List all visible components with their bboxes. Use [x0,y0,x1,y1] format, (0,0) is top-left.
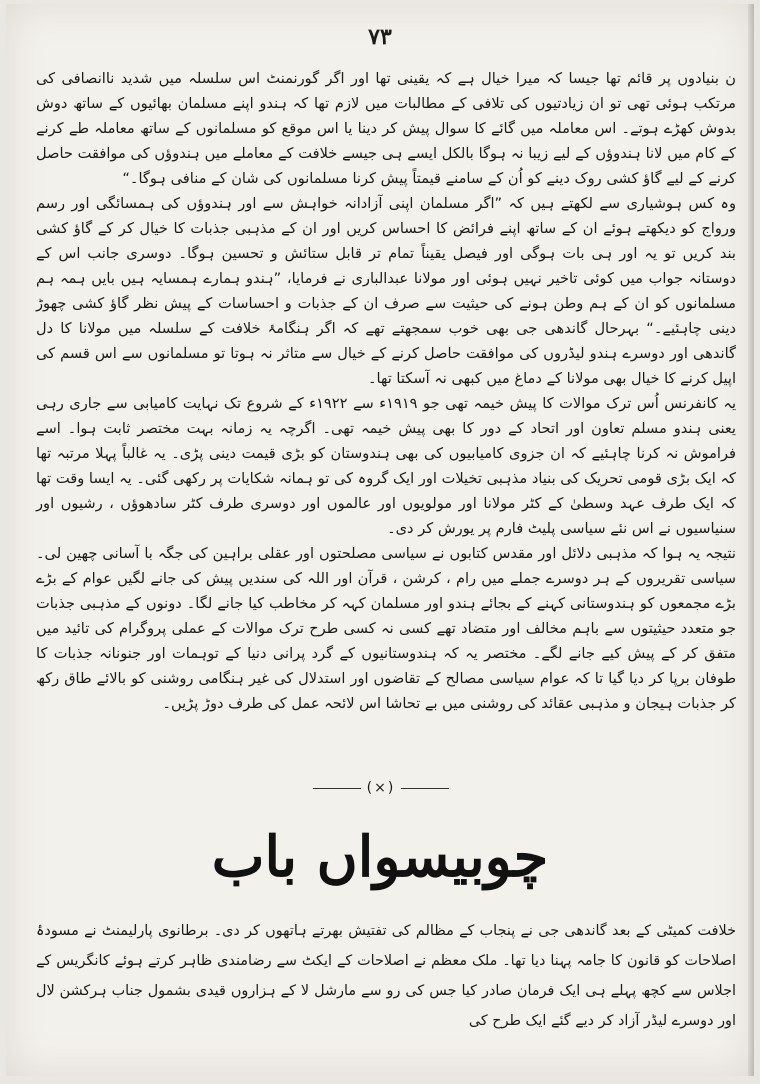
paragraph-1: ن بنیادوں پر قائم تھا جیسا کہ میرا خیال ہے کہ یقینی تھا اور اگر گورنمنٹ اس سلسلہ میں شدید ناانصافی کی مرتکب ہوئی تھی تو ان زیادتیوں کی تلافی کے مطالبات میں لازم تھا کہ ہندو اپنے مسلمان بھائیوں کے ساتھ دوش بدوش کھڑے ہوتے۔ اس معاملہ میں گائے کا سوال پیش کر دینا یا اس موقع کو مسلمانوں کے ساتھ معاملہ طے کرنے کے کام میں لانا ہندوؤں کے لیے زیبا نہ ہوگا بالکل ایسے ہی جیسے خلافت کے معاملے میں ہندوؤں کی موافقت حاصل کرنے کے لیے گاؤ کشی روک دینے کو اُن کے سامنے قیمتاً پیش کرنا مسلمانوں کی شان کے منافی ہوگا۔“ [36,70,736,187]
chapter-title: چوبیسواں باب [211,824,549,890]
page-edge-shadow [748,4,754,1076]
chapter-body-text [36,916,736,1036]
section-divider [296,780,466,796]
book-page [6,4,754,1076]
divider-rule-left [313,788,361,789]
body-text [36,66,736,716]
chapter-paragraph-1: خلافت کمیٹی کے بعد گاندھی جی نے پنجاب کے مظالم کی تفتیش بھرتے ہاتھوں کر دی۔ برطانوی پارلیمنٹ نے مسودۂ اصلاحات کو قانون کا جامہ پہنا دیا تھا۔ ملک معظم نے اصلاحات کے ایکٹ سے رضامندی ظاہر کرتے ہوئے کانگریس کے اجلاس سے کچھ پہلے ہی ایک فرمان صادر کیا جس کی رو سے مارشل لا کے ہزاروں قیدی بشمول جناب ہرکشن لال اور دوسرے لیڈر آزاد کر دیے گئے ایک طرح کی [36,923,736,1029]
paragraph-2: وہ کس ہوشیاری سے لکھتے ہیں کہ ”اگر مسلمان اپنی آزادانہ خواہش سے اور ہندوؤں کی ہمسائگی اور رسم ورواج کو دیکھتے ہوئے ان کے ساتھ اپنے فرائض کا احساس کریں اور ان کے مذہبی جذبات کا خیال کر کے گاؤ کشی بند کریں تو یہ اور ہی بات ہوگی اور فیصل یقیناً تمام تر قابل ستائش و تحسین ہوگا۔ دوسری جانب اس کے دوستانہ جواب میں کوئی تاخیر نہیں ہوئی اور مولانا عبدالباری نے فرمایا، ”ہندو ہمارے ہمسایہ ہیں بایں ہمہ ہم مسلمانوں کو ان کے ہم وطن ہونے کی حیثیت سے صرف ان کے جذبات و احساسات کے پیش نظر گاؤ کشی چھوڑ دینی چاہئیے۔“ بہرحال گاندھی جی بھی خوب سمجھتے تھے کہ اگر ہنگامۂ خلافت کے سلسلہ میں مولانا کا دل گاندھی اور دوسرے ہندو لیڈروں کی موافقت حاصل کرنے کے خیال سے متاثر نہ ہوتا تو مسلمانوں سے اس قسم کی اپیل کرنے کا خیال بھی مولانا کے دماغ میں کبھی نہ آسکتا تھا۔ [36,195,736,387]
paragraph-3: یہ کانفرنس اُس ترک موالات کا پیش خیمہ تھی جو ۱۹۱۹ء سے ۱۹۲۲ء کے شروع تک نہایت کامیابی سے جاری رہی یعنی ہندو مسلم تعاون اور اتحاد کے دور کا بھی پیش خیمہ تھی۔ اگرچہ یہ زمانہ بہت مختصر ثابت ہوا۔ اسے فراموش نہ کرنا چاہئیے کہ ان جزوی کامیابیوں کی بھی ہندوستان کو بڑی قیمت دینی پڑی۔ یہ غالباً پہلا مرتبہ تھا کہ ایک بڑی قومی تحریک کی بنیاد مذہبی تخیلات اور ایک گروہ کی تو ہمانہ شکایات پر رکھی گئی۔ یہ ایسا وقت تھا کہ ایک طرف عہد وسطیٰ کے کٹر مولانا اور مولویوں اور عالموں اور دوسری طرف کٹر سادھوؤں ، رشیوں اور سنیاسیوں نے اس نئے سیاسی پلیٹ فارم پر یورش کر دی۔ [36,395,736,537]
paragraph-4: نتیجہ یہ ہوا کہ مذہبی دلائل اور مقدس کتابوں نے سیاسی مصلحتوں اور عقلی براہین کی جگہ با آسانی چھین لی۔ سیاسی تقریروں کے ہر دوسرے جملے میں رام ، کرشن ، قرآن اور اللہ کی سندیں پیش کی جانے لگیں عوام کے بڑے بڑے مجمعوں کو ہندوستانی کہنے کے بجائے ہندو اور مسلمان کہہ کر مخاطب کیا جانے لگا۔ دونوں کے مذہبی جذبات جو متعدد حیثیتوں سے باہم مخالف اور متضاد تھے کسی نہ کسی طرح ترک موالات کے عملی پروگرام کی تائید میں متفق کر کے پیش کیے جانے لگے۔ مختصر یہ کہ ہندوستانیوں کے گرد پرانی دنیا کے توہمات اور جنونانہ جذبات کا طوفان برپا کر دیا گیا تا کہ عوام سیاسی مصالح کے تقاضوں اور استدلال کی غیر ہنگامی روشنی کو بالائے طاق رکھ کر جذبات ہیجان و مذہبی عقائد کی روشنی میں بے تحاشا اس لائحہ عمل کی طرف دوڑ پڑیں۔ [36,545,736,712]
divider-rule-right [401,788,449,789]
page-number: ۷۳ [368,24,392,50]
divider-ornament: (×) [366,780,396,796]
